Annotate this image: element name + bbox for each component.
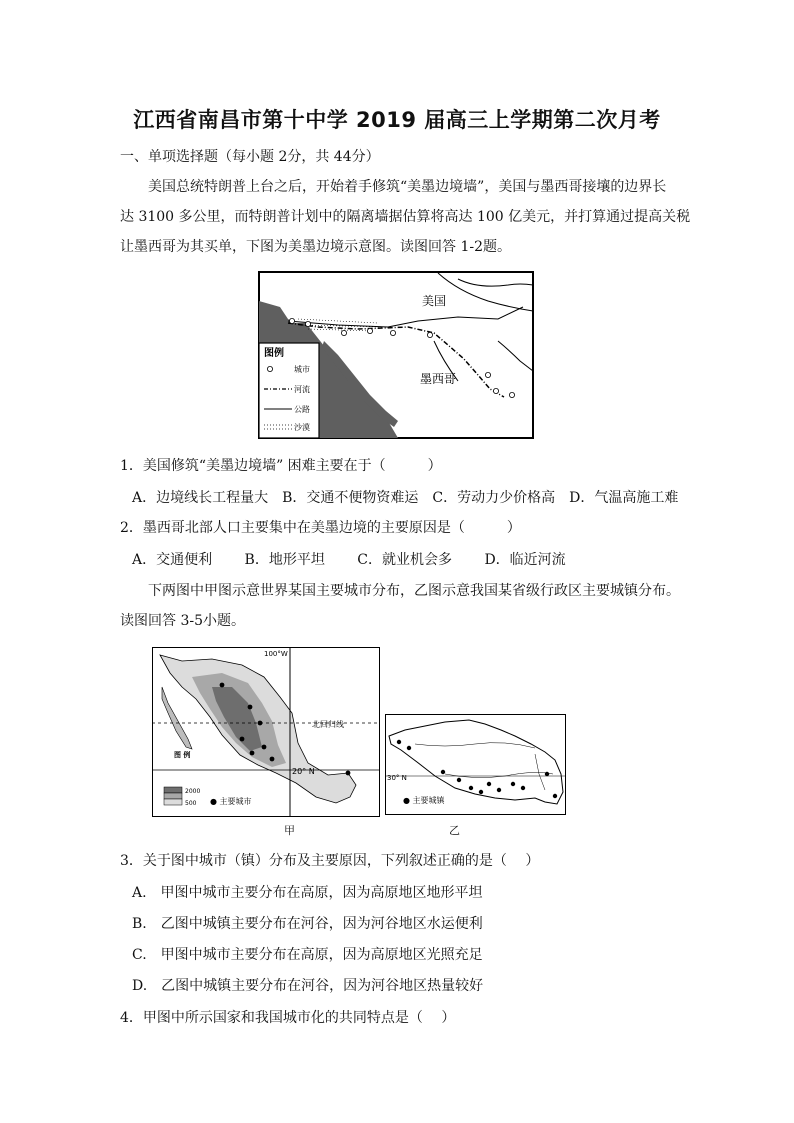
q2-options: A．交通便利 B．地形平坦 C．就业机会多 D．临近河流 (132, 552, 566, 568)
intro1-line2: 达 3100 多公里，而特朗普计划中的隔离墙据估算将高达 100 亿美元，并打算通过提高关税 (120, 209, 691, 225)
legend-road: 公路 (294, 405, 310, 414)
section-heading: 一、单项选择题（每小题 2分，共 44分） (120, 149, 380, 165)
q2-stem: 2．墨西哥北部人口主要集中在美墨边境的主要原因是（ ） (120, 520, 521, 536)
mexico-city-map (152, 647, 380, 817)
map3-caption: 乙 (449, 824, 460, 837)
intro2-line2: 读图回答 3-5小题。 (120, 613, 245, 629)
q3-stem: 3．关于图中城市（镇）分布及主要原因，下列叙述正确的是（ ） (120, 853, 540, 869)
legend-title: 图例 (264, 348, 284, 359)
q1-stem: 1．美国修筑“美墨边境墙” 困难主要在于（ ） (120, 458, 442, 474)
parallel-label: 20° N (292, 767, 315, 776)
label-united-states: 美国 (422, 294, 447, 308)
q1-options: A．边境线长工程量大 B．交通不便物资难运 C．劳动力少价格高 D．气温高施工难 (132, 490, 679, 506)
legend-river: 河流 (294, 385, 310, 394)
intro2-line1: 下两图中甲图示意世界某国主要城市分布，乙图示意我国某省级行政区主要城镇分布。 (148, 583, 680, 599)
tropic-label: 北回归线 (312, 720, 344, 729)
q4-stem: 4．甲图中所示国家和我国城市化的共同特点是（ ） (120, 1010, 456, 1026)
q3-option-d: D. 乙图中城镇主要分布在河谷，因为河谷地区热量较好 (132, 978, 484, 994)
intro1-line3: 让墨西哥为其买单，下图为美墨边境示意图。读图回答 1-2题。 (120, 239, 511, 255)
legend-main-city: ● 主要城市 (210, 797, 252, 806)
legend-desert: 沙漠 (294, 423, 310, 432)
legend-2000: 2000 (185, 788, 201, 795)
label-mexico: 墨西哥 (420, 372, 457, 386)
meridian-label: 100°W (264, 650, 288, 658)
page-title: 江西省南昌市第十中学 2019 届高三上学期第二次月考 (133, 108, 661, 132)
city-symbol-icon (267, 366, 272, 371)
china-province-town-map (385, 714, 566, 815)
legend-main-town: ● 主要城镇 (403, 796, 445, 805)
legend-500: 500 (185, 800, 197, 807)
intro1-line1: 美国总统特朗普上台之后，开始着手修筑“美墨边境墙”，美国与墨西哥接壤的边界长 (148, 179, 667, 195)
legend2-title: 图 例 (174, 751, 191, 759)
q3-option-c: C. 甲图中城市主要分布在高原，因为高原地区光照充足 (132, 947, 483, 963)
legend-city: 城市 (294, 365, 310, 374)
parallel30-label: 30° N (387, 774, 407, 782)
q3-option-b: B. 乙图中城镇主要分布在河谷，因为河谷地区水运便利 (132, 916, 483, 932)
map2-caption: 甲 (284, 824, 295, 837)
us-mexico-border-map (258, 271, 534, 439)
q3-option-a: A. 甲图中城市主要分布在高原，因为高原地区地形平坦 (132, 885, 483, 901)
